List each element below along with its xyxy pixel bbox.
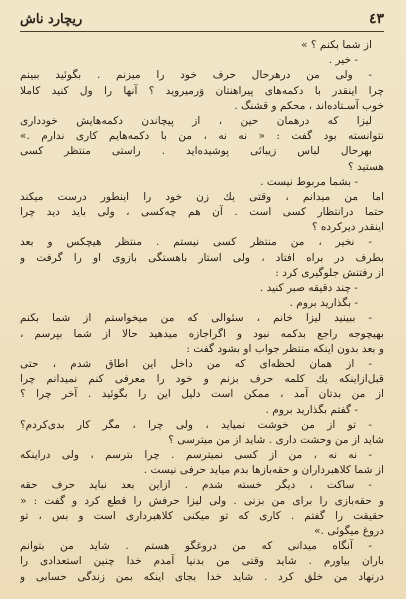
page-header — [20, 10, 384, 28]
text-line: نتوانسته بود گفت : « نه نه ، من با دکمه‌هایم کاری ندارم .» — [20, 130, 384, 143]
text-line: باران بیاورم . شاید وقتی من بدنیا آمدم خدا چنین استعدادی را — [20, 555, 384, 568]
page-text — [20, 38, 384, 585]
text-line: درنهاد من خلق کرد . شاید خدا بجای اینکه بمن زندگی حسابی و — [20, 570, 384, 583]
text-line: از شما بکنم ؟ » — [301, 39, 372, 51]
text-line: - خیر . — [328, 54, 358, 67]
text-line: - نه نه ، من از کسی نمیترسم . چرا بترسم ، ولی دراینکه — [20, 449, 372, 462]
text-line: خوب آسـتاده‌اند ، محکم و قشنگ . — [234, 99, 384, 112]
text-line: - از همان لحظه‌ای که من داخل این اطاق شدم ، حتی — [20, 357, 372, 370]
text-line: قبل‌ازاینکه یك کلمه حرف بزنم و خود را معرفی کنم نمیدانم چرا — [20, 373, 384, 386]
header-rule — [20, 31, 384, 32]
text-line: حتما درانتظار کسی است . آن هم چه‌کسی ، ولی باید دید چرا — [20, 206, 384, 219]
text-line: اینقدر دیرکرده ؟ — [311, 221, 384, 234]
text-line: - آنگاه میدانی که من دروغگو هستم . شاید من بتوانم — [20, 540, 372, 553]
text-line: لیزا که درهمان حین ، از پیچاندن دکمه‌هایش خودداری — [20, 114, 372, 127]
text-line: بهیچوجه راجع بدکمه نبود و اگراجازه میدهید حالا از شما بپرسم ، — [20, 327, 384, 340]
text-line: از رفتنش جلوگیری کرد : — [275, 266, 384, 279]
text-line: و بعد بدون اینکه منتظر جواب او بشود گفت : — [186, 342, 384, 355]
text-line: - نخیر ، من منتظر کسی نیستم . منتظر هیچکس و بعد — [20, 236, 372, 249]
text-line: بهرحال لباس زیبائی پوشیده‌اید . راستی منتظر کسی — [20, 145, 372, 158]
text-line: بطرف در براه افتاد ، ولی استار باهستگی بازوی او را گرفت و — [20, 251, 384, 264]
text-line: - بشما مربوط نیست . — [260, 175, 358, 188]
text-line: از شما کلاهبرداران و حقه‌بازها بدم میاید حرفی نیست . — [143, 464, 384, 477]
text-line: - ببینید لیزا خانم ، سئوالی که من میخواستم از شما بکنم — [20, 312, 372, 325]
text-line: چرا اینقدر با دکمه‌های پیراهنتان وَرمیروید ؟ آنها را ول کنید کاملا — [20, 84, 384, 97]
running-title: ریچارد ناش — [20, 11, 83, 27]
page-number: ٤٣ — [368, 11, 384, 27]
text-line: دروغ میگوئی .» — [314, 525, 384, 537]
text-line: - گفتم بگذارید بروم . — [265, 403, 358, 416]
text-line: از من بدتان آمد ، ممکن است دلیل این را بگوئید . آخر چرا ؟ — [20, 388, 384, 401]
text-line: و حقه‌بازی را برای من بزنی . ولی لیزا حرفش را قطع کرد و گفت : « — [20, 494, 384, 507]
text-line: - چند دقیقه صبر کنید . — [259, 282, 358, 294]
text-line: - تو از من خوشت نمیاید ، ولی چرا ، مگر کار بدی‌کردم‌؟ — [20, 418, 372, 431]
text-line: اما من میدانم ، وقتی یك زن خود را اینطور درست میکند — [20, 190, 384, 203]
text-line: - بگذارید بروم . — [289, 297, 358, 310]
text-line: شاید از من وحشت داری . شاید از من میترسی ؟ — [168, 433, 384, 446]
text-line: - ولی من درهرحال حرف خود را میزنم . بگوئید ببینم — [20, 69, 372, 82]
text-line: هستید ؟ — [348, 160, 384, 173]
text-line: - ساکت ، دیگر خسته شدم . ازاین بعد نباید حرف حقه — [20, 479, 372, 492]
text-line: حقیقت را گفتم . کاری که تو میکنی کلاهبرداری است و بس ، تو — [20, 509, 384, 522]
